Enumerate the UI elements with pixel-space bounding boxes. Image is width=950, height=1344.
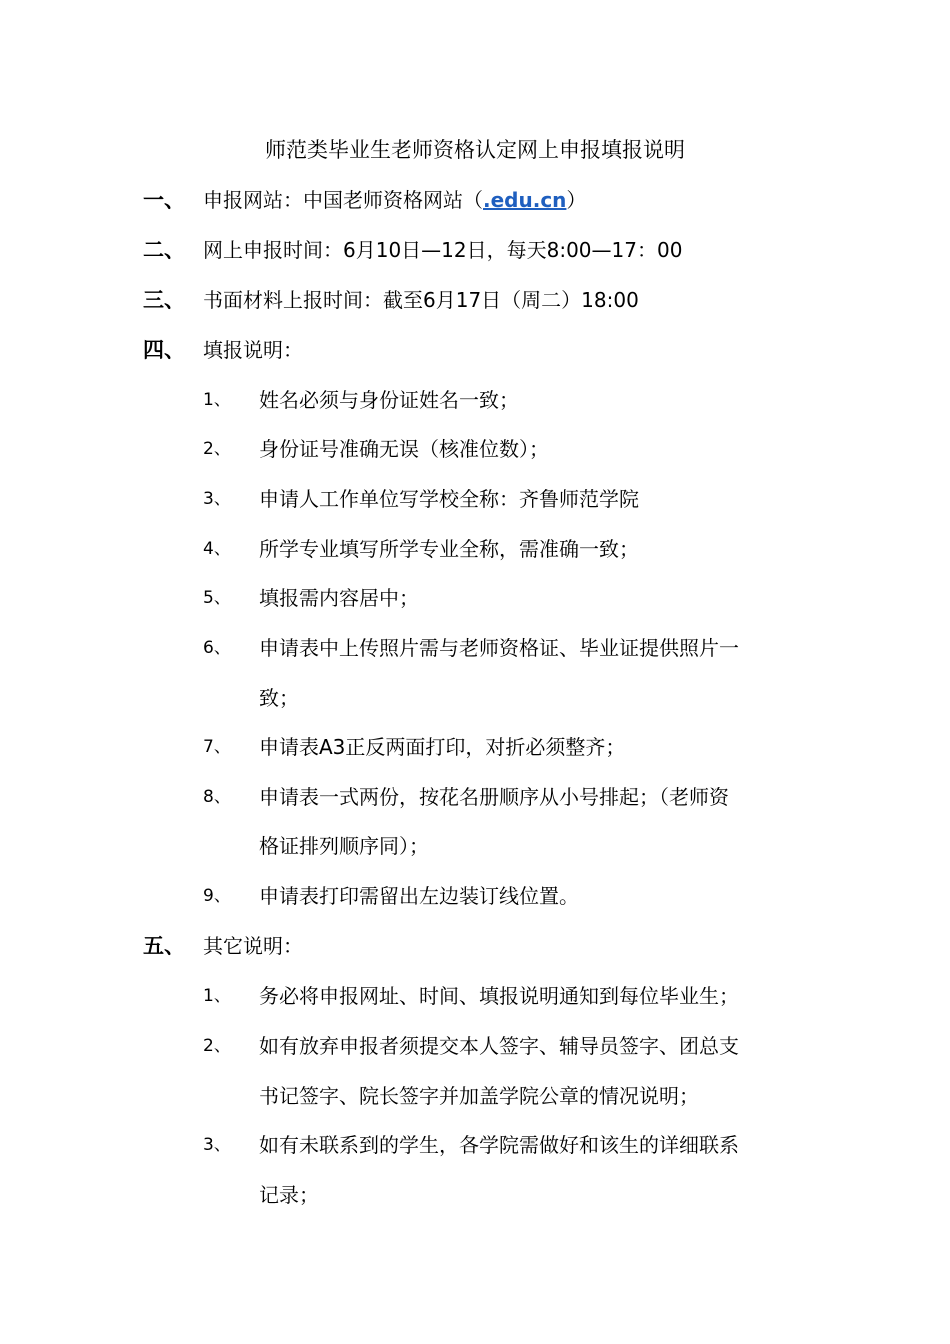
item-text: 申请表A3正反两面打印，对折必须整齐； bbox=[259, 735, 626, 759]
section-number: 五、 bbox=[143, 934, 185, 958]
item-number: 6、 bbox=[203, 638, 231, 658]
item-number: 2、 bbox=[203, 1036, 231, 1056]
section-text: 书面材料上报时间：截至6月17日（周二）18:00 bbox=[203, 288, 639, 312]
section-number: 四、 bbox=[143, 338, 185, 362]
item-text: 姓名必须与身份证姓名一致； bbox=[259, 388, 519, 412]
item-number: 9、 bbox=[203, 886, 231, 906]
website-suffix: ） bbox=[566, 188, 587, 212]
item-text: 记录； bbox=[259, 1183, 319, 1207]
item-number: 1、 bbox=[203, 390, 231, 410]
section-text: 填报说明： bbox=[203, 338, 303, 362]
item-text: 书记签字、院长签字并加盖学院公章的情况说明； bbox=[259, 1084, 699, 1108]
item-number: 8、 bbox=[203, 787, 231, 807]
section-text: 其它说明： bbox=[203, 934, 303, 958]
item-text: 申请表打印需留出左边装订线位置。 bbox=[259, 884, 579, 908]
item-text: 格证排列顺序同）； bbox=[259, 834, 429, 858]
document-title: 师范类毕业生老师资格认定网上申报填报说明 bbox=[265, 138, 685, 162]
section-number: 一、 bbox=[143, 188, 185, 212]
item-number: 3、 bbox=[203, 1135, 231, 1155]
item-number: 1、 bbox=[203, 986, 231, 1006]
item-text: 申请表中上传照片需与老师资格证、毕业证提供照片一 bbox=[259, 636, 739, 660]
item-text: 如有未联系到的学生，各学院需做好和该生的详细联系 bbox=[259, 1133, 739, 1157]
item-text: 申请表一式两份，按花名册顺序从小号排起；（老师资 bbox=[259, 785, 729, 809]
item-text: 身份证号准确无误（核准位数）； bbox=[259, 437, 549, 461]
website-label: 申报网站：中国老师资格网站（ bbox=[203, 188, 483, 212]
item-text: 所学专业填写所学专业全称，需准确一致； bbox=[259, 537, 639, 561]
item-text: 申请人工作单位写学校全称：齐鲁师范学院 bbox=[259, 487, 639, 511]
item-text: 致； bbox=[259, 686, 299, 710]
section-number: 二、 bbox=[143, 238, 185, 262]
item-text: 填报需内容居中； bbox=[259, 586, 419, 610]
item-text: 务必将申报网址、时间、填报说明通知到每位毕业生； bbox=[259, 984, 739, 1008]
section-number: 三、 bbox=[143, 288, 185, 312]
item-number: 5、 bbox=[203, 588, 231, 608]
item-number: 3、 bbox=[203, 489, 231, 509]
item-text: 如有放弃申报者须提交本人签字、辅导员签字、团总支 bbox=[259, 1034, 739, 1058]
website-link[interactable]: .edu.cn bbox=[483, 188, 567, 212]
item-number: 4、 bbox=[203, 539, 231, 559]
section-text: 网上申报时间：6月10日—12日，每天8:00—17：00 bbox=[203, 238, 683, 262]
item-number: 2、 bbox=[203, 439, 231, 459]
section-text bbox=[203, 184, 586, 216]
item-number: 7、 bbox=[203, 737, 231, 757]
